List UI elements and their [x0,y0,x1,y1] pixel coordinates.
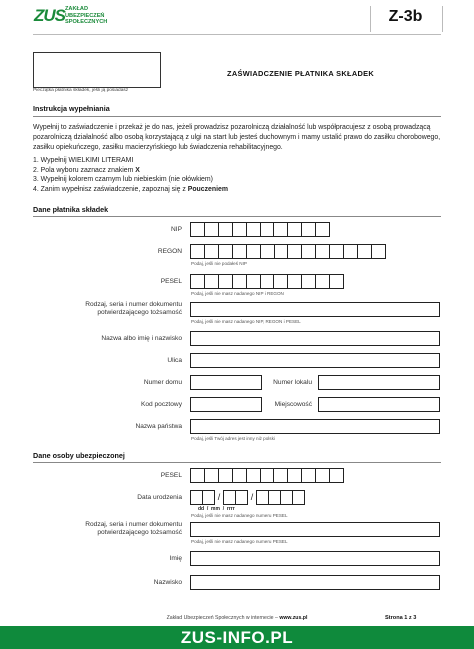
birth-date-format-hint: dd / mm / rrrr [198,506,235,512]
birth-month-cells[interactable] [223,490,248,505]
org-name-line-1: ZAKŁAD [65,6,88,12]
payer-id-doc-label: Rodzaj, seria i numer dokumentu potwierdzającego tożsamość [85,301,182,316]
instructions-list [33,156,443,195]
org-name-line-3: SPOŁECZNYCH [65,19,108,26]
insured-divider [33,462,441,463]
payer-divider [33,216,441,217]
insured-id-doc-input[interactable] [190,522,440,537]
insured-section-title: Dane osoby ubezpieczonej [33,451,125,460]
birth-date-label: Data urodzenia [137,494,182,501]
nip-input[interactable] [190,222,330,237]
payer-stamp-box[interactable] [33,52,161,88]
first-name-label: Imię [169,555,182,562]
org-name [65,6,125,26]
instruction-item: 1. Wypełnij WIELKIMI LITERAMI [33,157,134,164]
apartment-number-label: Numer lokalu [273,379,312,386]
org-name-line-2: UBEZPIECZEŃ [65,12,105,19]
postal-code-input[interactable] [190,397,262,412]
payer-id-doc-hint: Podaj, jeśli nie masz nadanego NIP, REGON i PESEL [191,319,301,324]
postal-code-label: Kod pocztowy [140,401,182,408]
payer-pesel-label: PESEL [160,278,182,285]
city-label: Miejscowość [274,401,312,408]
insured-pesel-input[interactable] [190,468,344,483]
instructions-divider [33,116,441,117]
instruction-item: 2. Pola wyboru zaznacz znakiem X [33,166,140,174]
country-hint: Podaj, jeśli Twój adres jest inny niż polski [191,436,275,441]
form-code: Z-3b [388,8,423,25]
zus-logo: ZUS [34,6,65,25]
header-divider [33,34,441,35]
birth-day-cells[interactable] [190,490,215,505]
last-name-input[interactable] [190,575,440,590]
page-number: Strona 1 z 3 [385,615,417,621]
instruction-item: 4. Zanim wypełnisz zaświadczenie, zapoznaj się z Pouczeniem [33,186,228,194]
apartment-number-input[interactable] [318,375,440,390]
regon-input[interactable] [190,244,386,259]
footer-caption: Zakład Ubezpieczeń Społecznych w internecie – [166,615,280,621]
street-label: Ulica [167,357,182,364]
payer-id-doc-input[interactable] [190,302,440,317]
instructions-title: Instrukcja wypełniania [33,104,110,113]
house-number-input[interactable] [190,375,262,390]
payer-pesel-hint: Podaj, jeśli nie masz nadanego NIP i REGON [191,291,284,296]
instructions-body: Wypełnij to zaświadczenie i przekaż je do nas, jeżeli prowadzisz pozarolniczą działalność lub współpracujesz z osobą prowadzącą pozarolniczą działalność albo osobą korzystającą z ulgi na start lub jesteś duchownym i mamy ustalić prawo do zasiłku chorobowego, zasiłku opiekuńczego, zasiłku macierzyńskiego lub świadczenia rehabilitacyjnego. [33,124,441,151]
insured-id-doc-hint: Podaj, jeśli nie masz nadanego numeru PESEL [191,539,288,544]
last-name-label: Nazwisko [153,579,182,586]
stamp-caption: Pieczątka płatnika składek, jeśli ją posiadasz [33,88,129,93]
date-separator: / [250,492,254,502]
insured-id-doc-label: Rodzaj, seria i numer dokumentu potwierdzającego tożsamość [85,521,182,536]
payer-pesel-input[interactable] [190,274,344,289]
payer-section-title: Dane płatnika składek [33,205,109,214]
house-number-label: Numer domu [143,379,182,386]
instruction-item: 3. Wypełnij kolorem czarnym lub niebieskim (nie ołówkiem) [33,176,213,184]
document-title: ZAŚWIADCZENIE PŁATNIKA SKŁADEK [227,69,374,78]
street-input[interactable] [190,353,440,368]
birth-date-input[interactable] [190,490,305,505]
date-separator: / [217,492,221,502]
birth-date-hint: Podaj, jeśli nie masz nadanego numeru PESEL [191,513,288,518]
birth-year-cells[interactable] [256,490,305,505]
banner-text: ZUS-INFO.PL [180,628,294,647]
nip-label: NIP [171,226,182,233]
insured-pesel-label: PESEL [160,472,182,479]
regon-hint: Podaj, jeśli nie podałeś NIP [191,261,247,266]
first-name-input[interactable] [190,551,440,566]
city-input[interactable] [318,397,440,412]
payer-name-input[interactable] [190,331,440,346]
country-input[interactable] [190,419,440,434]
payer-name-label: Nazwa albo imię i nazwisko [101,335,182,342]
regon-label: REGON [157,248,182,255]
country-label: Nazwa państwa [135,423,182,430]
footer-link[interactable]: www.zus.pl [279,615,308,621]
